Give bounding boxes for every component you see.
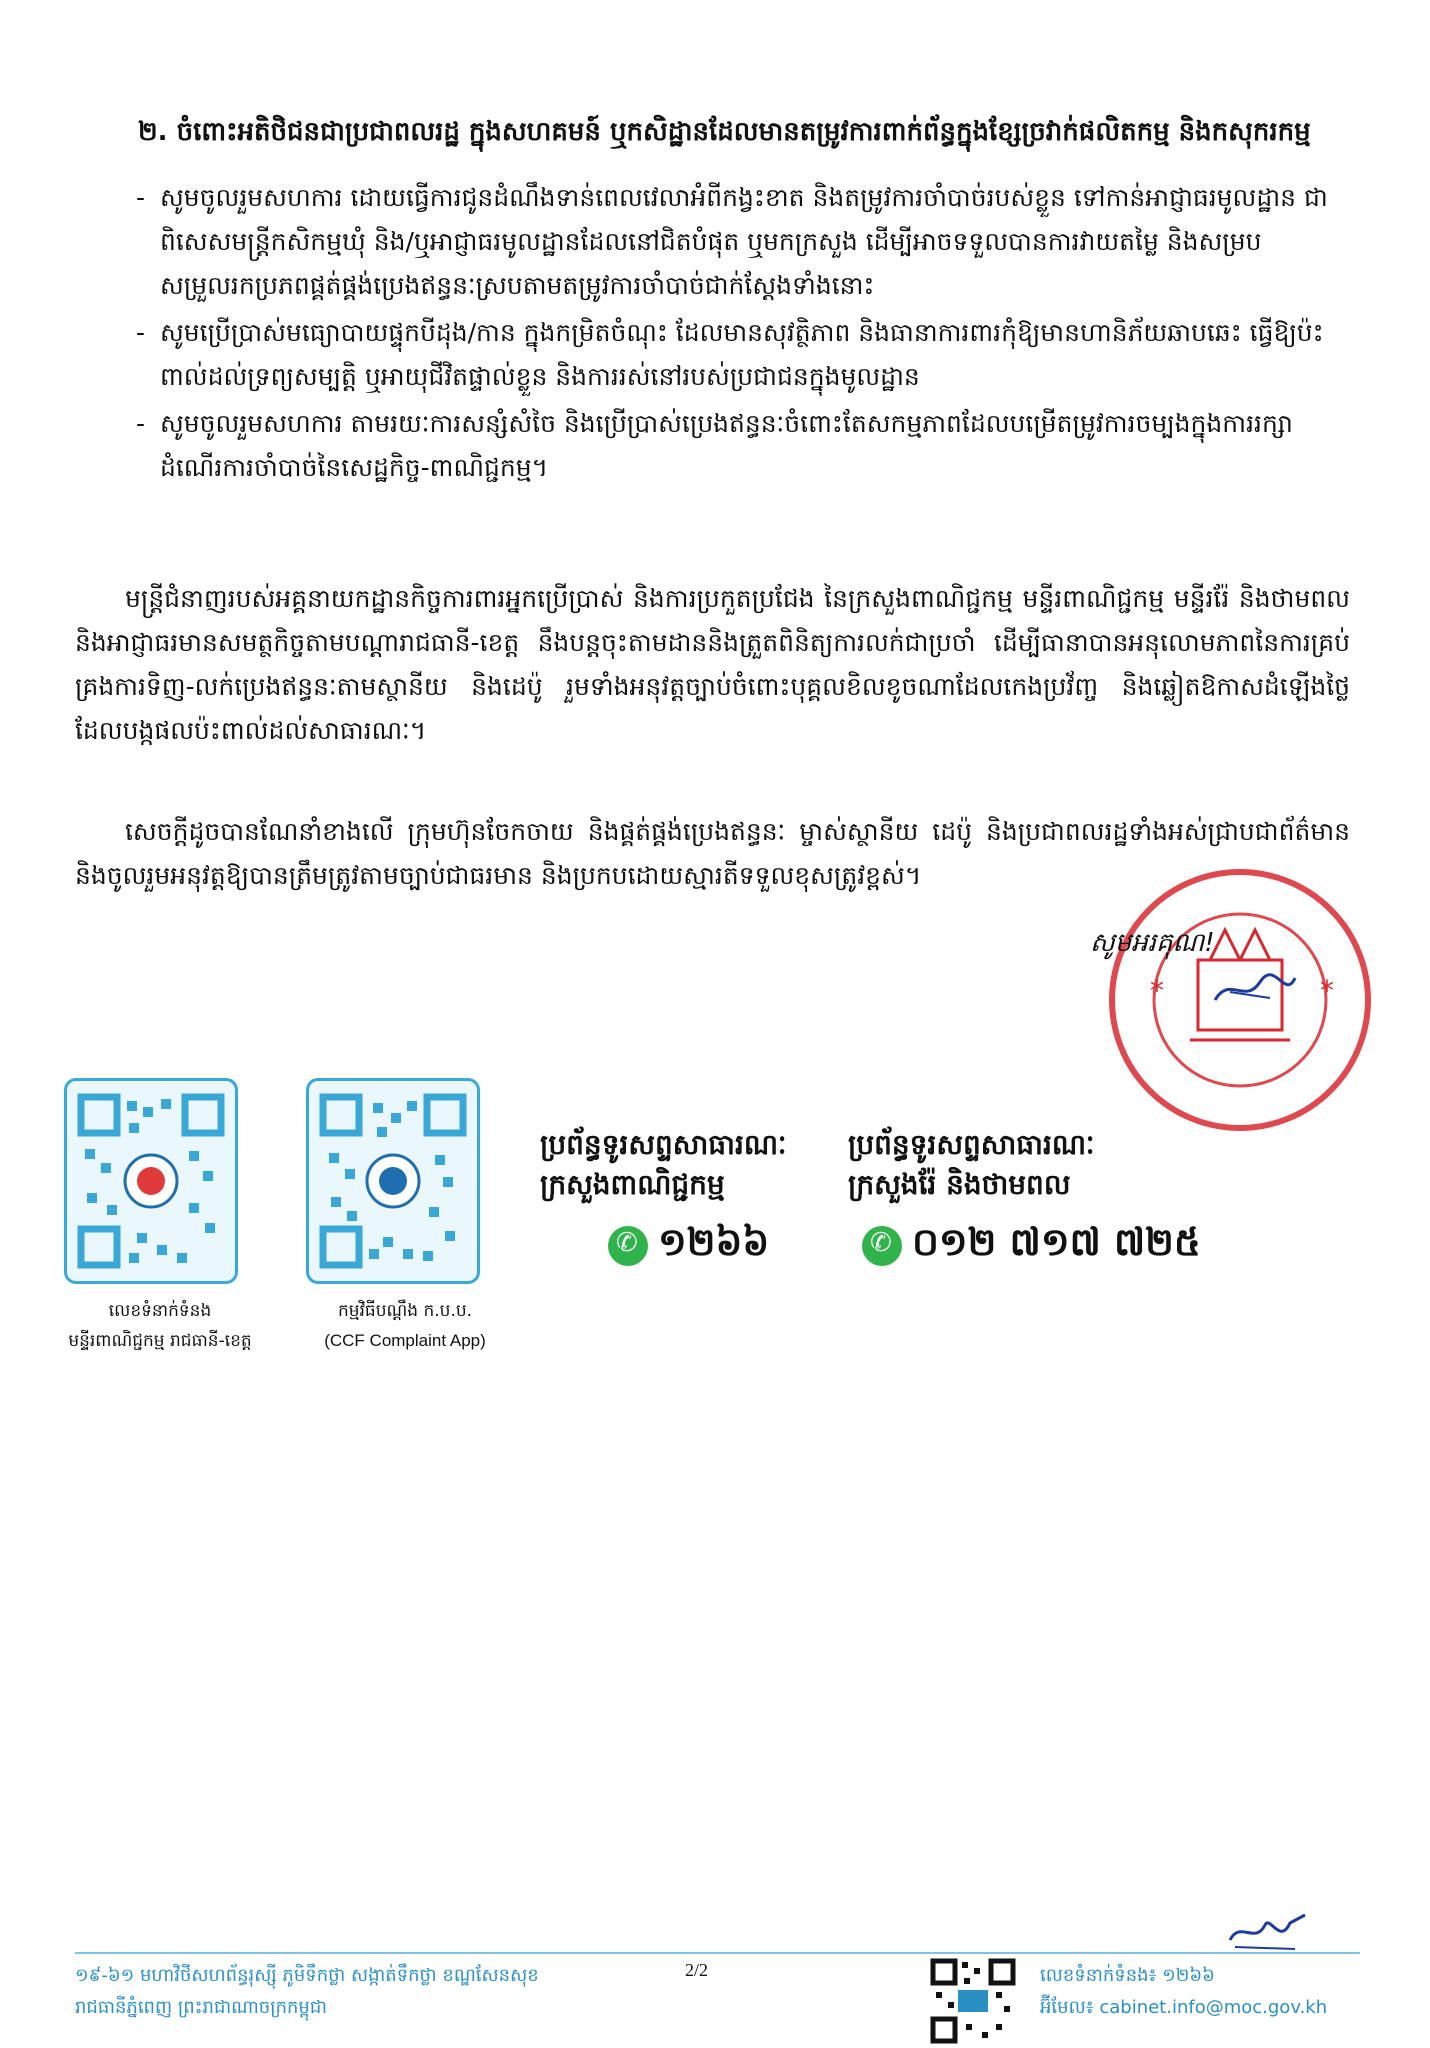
list-item	[136, 176, 1346, 308]
qr-caption-line: (CCF Complaint App)	[324, 1331, 486, 1350]
phone-number-text: ១២៦៦	[658, 1220, 770, 1264]
closing-thanks: សូមអរគុណ!	[1090, 928, 1215, 958]
signature-icon	[1210, 970, 1300, 1010]
hotline-energy	[848, 1125, 1095, 1205]
bullet-text: សូមចូលរួមសហការ តាមរយៈការសន្សំសំចៃ និងប្រើប្រាស់ប្រេងឥន្ធនៈចំពោះតែសកម្មភាពដែលបម្រើតម្រូវការចម្បងក្នុងការរក្សាដំណើរការចាំបាច់នៃសេដ្ឋកិច្ច-ពាណិជ្ជកម្ម។	[160, 409, 1293, 482]
phone-icon	[862, 1226, 902, 1266]
bullet-dash: -	[136, 183, 146, 212]
list-item	[136, 402, 1346, 490]
section-heading: ២. ចំពោះអតិថិជនជាប្រជាពលរដ្ឋ ក្នុងសហគមន៍ ឬកសិដ្ឋានដែលមានតម្រូវការពាក់ព័ន្ធក្នុងខ្សែច្រវាក់ផលិតកម្ម និងកសុករកម្ម	[138, 117, 1311, 147]
hotline-ministry: ក្រសួងពាណិជ្ជកម្ម	[540, 1168, 725, 1201]
svg-text:*: *	[1320, 974, 1334, 1007]
qr-code-icon	[319, 1093, 467, 1269]
qr-code-complaint-app[interactable]	[306, 1078, 480, 1284]
hotline-commerce	[540, 1125, 787, 1205]
bullet-dash: -	[136, 318, 146, 347]
phone-icon	[608, 1226, 648, 1266]
phone-number-commerce[interactable]	[608, 1218, 769, 1274]
hotline-ministry: ក្រសួងរ៉ែ និងថាមពល	[848, 1168, 1071, 1201]
initials-signature-icon	[1225, 1905, 1315, 1955]
bullet-list	[136, 176, 1346, 493]
page-number: 2/2	[685, 1960, 709, 1980]
phone-number-energy[interactable]	[862, 1218, 1201, 1274]
qr-caption-app	[290, 1296, 520, 1356]
footer-address	[75, 1960, 539, 2024]
bullet-text: សូមចូលរួមសហការ ដោយធ្វើការជូនដំណឹងទាន់ពេលវេលាអំពីកង្វះខាត និងតម្រូវការចាំបាច់របស់ខ្លួន ទៅកាន់អាជ្ញាធរមូលដ្ឋាន ជាពិសេសមន្ត្រីកសិកម្មឃុំ និង/ឬអាជ្ញាធរមូលដ្ឋានដែលនៅជិតបំផុត ឬមកក្រសួង ដើម្បីអាចទទួលបានការវាយតម្លៃ និងសម្របសម្រួលរកប្រភពផ្គត់ផ្គង់ប្រេងឥន្ធនៈស្របតាមតម្រូវការចាំបាច់ជាក់ស្ដែងទាំងនោះ	[160, 183, 1328, 300]
qr-caption-line: កម្មវិធីបណ្ដឹង ក.ប.ប.	[337, 1301, 473, 1321]
bullet-dash: -	[136, 409, 146, 438]
hotline-title: ប្រព័ន្ធទូរសព្ទសាធារណៈ	[540, 1128, 787, 1161]
qr-code-provincial-contacts[interactable]	[64, 1078, 238, 1284]
footer-divider	[75, 1952, 1360, 1954]
phone-number-text: ០១២ ៧១៧ ៧២៥	[912, 1220, 1201, 1264]
footer-qr-code-icon[interactable]	[930, 1958, 1016, 2044]
hotline-title: ប្រព័ន្ធទូរសព្ទសាធារណៈ	[848, 1128, 1095, 1161]
qr-caption-provincial	[40, 1296, 280, 1356]
footer-phone: លេខទំនាក់ទំនង៖ ១២៦៦	[1040, 1965, 1215, 1986]
bullet-text: សូមប្រើប្រាស់មធ្យោបាយផ្ទុកបីដុង/កាន ក្នុងកម្រិតចំណុះ ដែលមានសុវត្ថិភាព និងធានាការពារកុំឱ្យមានហានិភ័យឆាបឆេះ ធ្វើឱ្យប៉ះពាល់ដល់ទ្រព្យសម្បត្តិ ឬអាយុជីវិតផ្ទាល់ខ្លួន និងការរស់នៅរបស់ប្រជាជនក្នុងមូលដ្ឋាន	[160, 318, 1324, 391]
address-line: រាជធានីភ្នំពេញ ព្រះរាជាណាចក្រកម្ពុជា	[75, 1997, 327, 2018]
qr-caption-line: លេខទំនាក់ទំនង	[108, 1301, 212, 1321]
address-line: ១៩-៦១ មហាវិថីសហព័ន្ធរុស្ស៊ី ភូមិទឹកថ្លា សង្កាត់ទឹកថ្លា ខណ្ឌសែនសុខ	[75, 1965, 539, 1986]
footer-contact	[1040, 1960, 1327, 2024]
qr-code-icon	[77, 1093, 225, 1269]
svg-text:*: *	[1150, 974, 1164, 1007]
paragraph-enforcement: មន្ត្រីជំនាញរបស់អគ្គនាយកដ្ឋានកិច្ចការពារអ្នកប្រើប្រាស់ និងការប្រកួតប្រជែង នៃក្រសួងពាណិជ្ជកម្ម មន្ទីរពាណិជ្ជកម្ម មន្ទីររ៉ែ និងថាមពល និងអាជ្ញាធរមានសមត្ថកិច្ចតាមបណ្ដារាជធានី-ខេត្ត នឹងបន្តចុះតាមដាននិងត្រួតពិនិត្យការលក់ជាប្រចាំ ដើម្បីធានាបានអនុលោមភាពនៃការគ្រប់គ្រងការទិញ-លក់ប្រេងឥន្ធនៈតាមស្ថានីយ និងដេប៉ូ រួមទាំងអនុវត្តច្បាប់ចំពោះបុគ្គលខិលខូចណាដែលកេងប្រវ័ញ្ច និងឆ្លៀតឱកាសដំឡើងថ្លៃដែលបង្កផលប៉ះពាល់ដល់សាធារណៈ។	[75, 584, 1350, 745]
list-item	[136, 311, 1346, 399]
paragraph-conclusion: សេចក្ដីដូចបានណែនាំខាងលើ ក្រុមហ៊ុនចែកចាយ និងផ្គត់ផ្គង់ប្រេងឥន្ធនៈ ម្ចាស់ស្ថានីយ ដេប៉ូ និងប្រជាពលរដ្ឋទាំងអស់ជ្រាបជាព័ត៌មាន និងចូលរួមអនុវត្តឱ្យបានត្រឹមត្រូវតាមច្បាប់ជាធរមាន និងប្រកបដោយស្មារតីទទួលខុសត្រូវខ្ពស់។	[75, 817, 1350, 890]
footer-email[interactable]: អ៊ីមែល៖ cabinet.info@moc.gov.kh	[1040, 1997, 1328, 2018]
qr-caption-line: មន្ទីរពាណិជ្ជកម្ម រាជធានី-ខេត្ត	[68, 1331, 252, 1351]
